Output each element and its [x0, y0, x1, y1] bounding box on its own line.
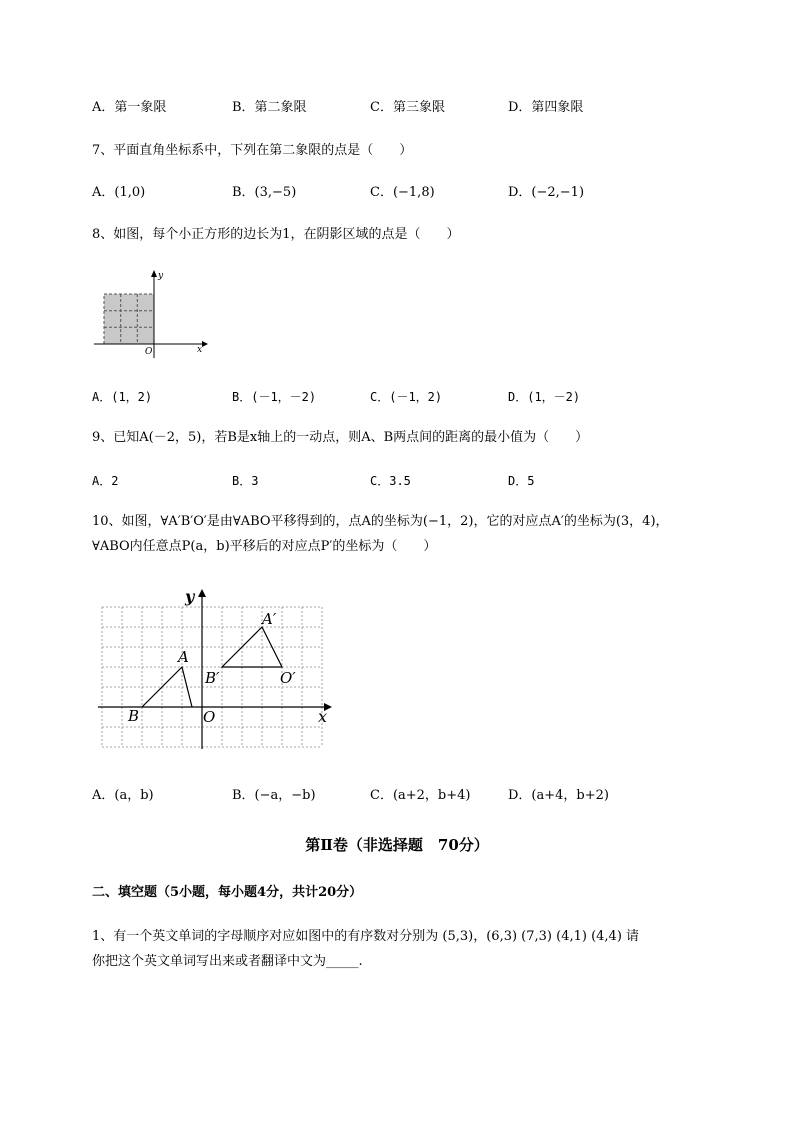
- q8-x-label: x: [197, 345, 203, 355]
- q8-option-d: D．(1，－2): [508, 390, 581, 404]
- q6-option-a: A．第一象限: [92, 100, 167, 115]
- q7-option-b: B．(3,−5): [232, 185, 297, 200]
- q10-y-arrow: [198, 589, 206, 597]
- q6-option-d: D．第四象限: [508, 100, 584, 115]
- q9-option-a: A．2: [92, 474, 119, 488]
- q9-option-d: D．5: [508, 474, 535, 488]
- q9-option-c: C．3.5: [370, 474, 411, 488]
- section2-title: 二、填空题（5小题，每小题4分，共计20分）: [92, 885, 363, 900]
- q8-x-arrow: [202, 341, 208, 347]
- q8-figure: [92, 270, 212, 360]
- q10-y-label: y: [185, 587, 195, 606]
- q10-option-d: D．(a+4，b+2): [508, 788, 609, 803]
- q10-label-a-prime: A′: [262, 610, 277, 628]
- q10-x-label: x: [318, 707, 328, 726]
- q10-origin-label: O: [203, 708, 216, 726]
- fill1-line2: 你把这个英文单词写出来或者翻译中文为_____.: [92, 954, 363, 969]
- q8-y-label: y: [158, 271, 164, 281]
- q8-stem: 8、如图，每个小正方形的边长为1，在阴影区域的点是（ ）: [92, 227, 460, 242]
- q10-label-a: A: [178, 648, 189, 666]
- q10-label-o-prime: O′: [280, 669, 296, 687]
- q8-option-b: B．(－1，－2): [232, 390, 317, 404]
- q10-stem-line2: ∀ABO内任意点P(a，b)平移后的对应点P′的坐标为（ ）: [92, 539, 437, 554]
- q7-stem: 7、平面直角坐标系中，下列在第二象限的点是（ ）: [92, 143, 413, 158]
- q9-option-b: B．3: [232, 474, 259, 488]
- q10-option-a: A．(a，b): [92, 788, 154, 803]
- q10-option-c: C．(a+2，b+4): [370, 788, 471, 803]
- q10-option-b: B．(−a，−b): [232, 788, 316, 803]
- q6-option-b: B．第二象限: [232, 100, 307, 115]
- q8-option-c: C．(－1，2): [370, 390, 443, 404]
- fill1-line1: 1、有一个英文单词的字母顺序对应如图中的有序数对分别为 (5,3)，(6,3) (7,3) (4,1) (4,4) 请: [92, 929, 640, 944]
- q8-y-arrow: [151, 270, 157, 277]
- q10-figure: [98, 587, 338, 752]
- q10-label-b: B: [128, 707, 140, 725]
- q8-option-a: A．(1，2): [92, 390, 153, 404]
- part2-title: 第Ⅱ卷（非选择题 70分）: [305, 836, 489, 854]
- q8-shaded-region: [104, 294, 154, 344]
- q10-stem-line1: 10、如图，∀A′B′O′是由∀ABO平移得到的，点A的坐标为(−1，2)，它的对应点A′的坐标为(3，4)，: [92, 514, 669, 529]
- q8-origin-label: O: [145, 347, 153, 357]
- q7-option-d: D．(−2,−1): [508, 185, 585, 200]
- q7-option-c: C．(−1,8): [370, 185, 435, 200]
- q9-stem: 9、已知A(－2，5)，若B是x轴上的一动点，则A、B两点间的距离的最小值为（ ）: [92, 430, 589, 445]
- q7-option-a: A．(1,0): [92, 185, 146, 200]
- q6-option-c: C．第三象限: [370, 100, 445, 115]
- q10-label-b-prime: B′: [205, 669, 220, 687]
